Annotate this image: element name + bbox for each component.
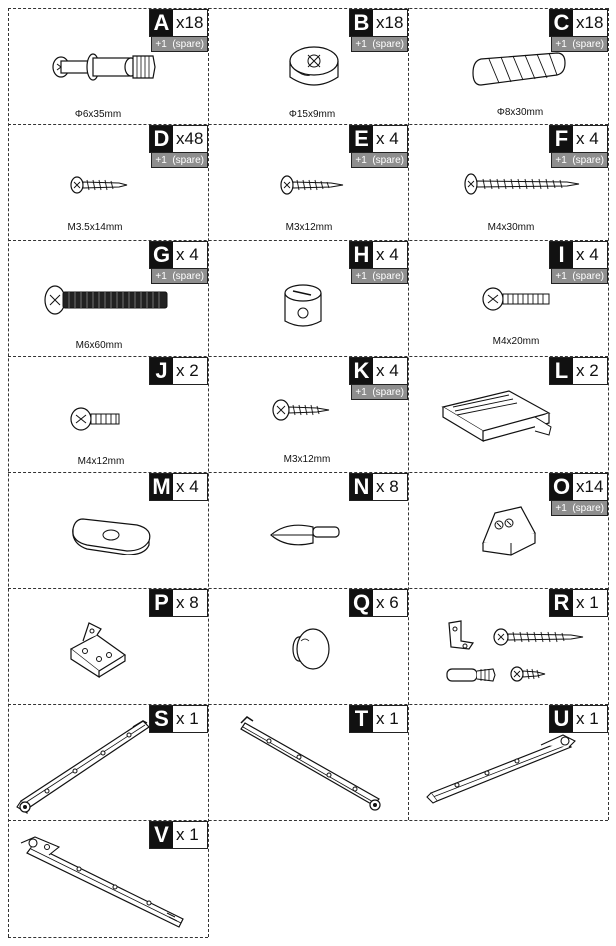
part-letter: G <box>150 242 173 268</box>
part-badge <box>549 589 608 617</box>
part-size: Φ6x35mm <box>74 109 122 120</box>
part-badge <box>149 589 208 617</box>
part-badge <box>349 125 408 168</box>
part-size: M3x12mm <box>285 222 333 233</box>
part-cell-n <box>209 473 408 588</box>
part-cell-s <box>9 705 208 820</box>
part-quantity: x 1 <box>173 822 207 848</box>
spare-note: +1 (spare) <box>351 153 408 168</box>
part-letter: F <box>550 126 573 152</box>
part-cell-q <box>209 589 408 704</box>
part-badge <box>149 357 208 385</box>
spare-note: +1 (spare) <box>551 501 608 516</box>
spare-note: +1 (spare) <box>351 37 408 52</box>
part-cell-j <box>9 357 208 472</box>
part-quantity: x 4 <box>173 242 207 268</box>
angle-bracket-icon <box>65 615 135 679</box>
part-badge <box>549 125 608 168</box>
part-letter: O <box>550 474 573 500</box>
part-quantity: x 1 <box>373 706 407 732</box>
part-letter: C <box>550 10 573 36</box>
cam-lock-icon <box>284 43 344 93</box>
part-badge <box>349 241 408 284</box>
grid-line <box>8 937 208 938</box>
part-cell-c <box>409 9 608 124</box>
part-quantity: x18 <box>573 10 607 36</box>
part-quantity: x 4 <box>573 126 607 152</box>
part-badge <box>149 705 208 733</box>
part-badge <box>149 473 208 501</box>
part-quantity: x 1 <box>573 590 607 616</box>
part-size: M3.5x14mm <box>67 222 123 233</box>
part-letter: K <box>350 358 373 384</box>
part-letter: R <box>550 590 573 616</box>
part-letter: A <box>150 10 173 36</box>
spare-note: +1 (spare) <box>151 153 208 168</box>
washer-plate-icon <box>67 513 157 555</box>
spare-note: +1 (spare) <box>151 269 208 284</box>
spare-note: +1 (spare) <box>351 385 408 400</box>
part-quantity: x 4 <box>373 126 407 152</box>
part-size: M4x20mm <box>492 336 540 347</box>
grid-line <box>608 8 609 820</box>
part-badge <box>549 241 608 284</box>
wood-screw-icon <box>69 173 129 197</box>
part-size: Φ8x30mm <box>496 107 544 118</box>
part-cell-l <box>409 357 608 472</box>
part-size: Φ15x9mm <box>288 109 336 120</box>
part-badge <box>149 241 208 284</box>
spare-note: +1 (spare) <box>551 37 608 52</box>
part-cell-d <box>9 125 208 240</box>
magnetic-catch-icon <box>439 387 559 443</box>
drawer-slide-icon <box>13 711 153 815</box>
part-quantity: x 2 <box>573 358 607 384</box>
part-letter: L <box>550 358 573 384</box>
drawer-slide-icon <box>239 713 389 813</box>
part-quantity: x 4 <box>373 358 407 384</box>
part-quantity: x 8 <box>373 474 407 500</box>
corner-block-icon <box>477 503 541 559</box>
part-quantity: x 6 <box>373 590 407 616</box>
part-letter: P <box>150 590 173 616</box>
part-badge <box>149 9 208 52</box>
cam-bolt-icon <box>49 47 159 87</box>
part-cell-i <box>409 241 608 356</box>
part-quantity: x48 <box>173 126 207 152</box>
part-size: M3x12mm <box>283 454 331 465</box>
part-badge <box>549 9 608 52</box>
part-cell-b <box>209 9 408 124</box>
part-quantity: x14 <box>573 474 607 500</box>
part-cell-t <box>209 705 408 820</box>
part-badge <box>349 357 408 400</box>
part-quantity: x18 <box>373 10 407 36</box>
part-letter: J <box>150 358 173 384</box>
part-letter: H <box>350 242 373 268</box>
drawer-slide-icon <box>423 731 579 811</box>
wall-anchor-kit-icon <box>439 619 589 691</box>
part-letter: S <box>150 706 173 732</box>
part-cell-e <box>209 125 408 240</box>
bolt-icon <box>43 283 173 317</box>
wood-screw-icon <box>271 397 333 423</box>
spare-note: +1 (spare) <box>551 153 608 168</box>
long-screw-icon <box>463 171 583 197</box>
part-quantity: x 1 <box>573 706 607 732</box>
part-cell-h <box>209 241 408 356</box>
part-badge <box>149 125 208 168</box>
part-badge <box>349 473 408 501</box>
part-cell-r <box>409 589 608 704</box>
part-letter: T <box>350 706 373 732</box>
part-cell-m <box>9 473 208 588</box>
part-cell-v <box>9 821 208 937</box>
part-letter: U <box>550 706 573 732</box>
machine-screw-icon <box>69 405 125 433</box>
part-cell-k <box>209 357 408 472</box>
drawer-slide-icon <box>19 833 189 929</box>
knob-icon <box>279 623 335 673</box>
part-size: M4x12mm <box>77 456 125 467</box>
part-cell-a <box>9 9 208 124</box>
spare-note: +1 (spare) <box>351 269 408 284</box>
part-badge <box>549 357 608 385</box>
wooden-dowel-icon <box>469 51 569 91</box>
part-badge <box>349 589 408 617</box>
shelf-pin-icon <box>267 519 347 549</box>
part-badge <box>349 9 408 52</box>
part-badge <box>549 705 608 733</box>
part-letter: B <box>350 10 373 36</box>
part-badge <box>549 473 608 516</box>
part-cell-u <box>409 705 608 820</box>
part-letter: E <box>350 126 373 152</box>
part-quantity: x18 <box>173 10 207 36</box>
part-quantity: x 1 <box>173 706 207 732</box>
part-size: M6x60mm <box>75 340 123 351</box>
part-letter: I <box>550 242 573 268</box>
part-letter: Q <box>350 590 373 616</box>
part-size: M4x30mm <box>487 222 535 233</box>
part-letter: M <box>150 474 173 500</box>
part-quantity: x 2 <box>173 358 207 384</box>
part-cell-o <box>409 473 608 588</box>
barrel-nut-icon <box>281 281 325 333</box>
part-quantity: x 4 <box>173 474 207 500</box>
part-letter: D <box>150 126 173 152</box>
part-cell-p <box>9 589 208 704</box>
part-letter: V <box>150 822 173 848</box>
machine-screw-icon <box>481 285 553 313</box>
part-quantity: x 8 <box>173 590 207 616</box>
part-cell-g <box>9 241 208 356</box>
part-cell-f <box>409 125 608 240</box>
spare-note: +1 (spare) <box>551 269 608 284</box>
wood-screw-icon <box>279 173 349 197</box>
part-quantity: x 4 <box>373 242 407 268</box>
part-letter: N <box>350 474 373 500</box>
part-quantity: x 4 <box>573 242 607 268</box>
spare-note: +1 (spare) <box>151 37 208 52</box>
